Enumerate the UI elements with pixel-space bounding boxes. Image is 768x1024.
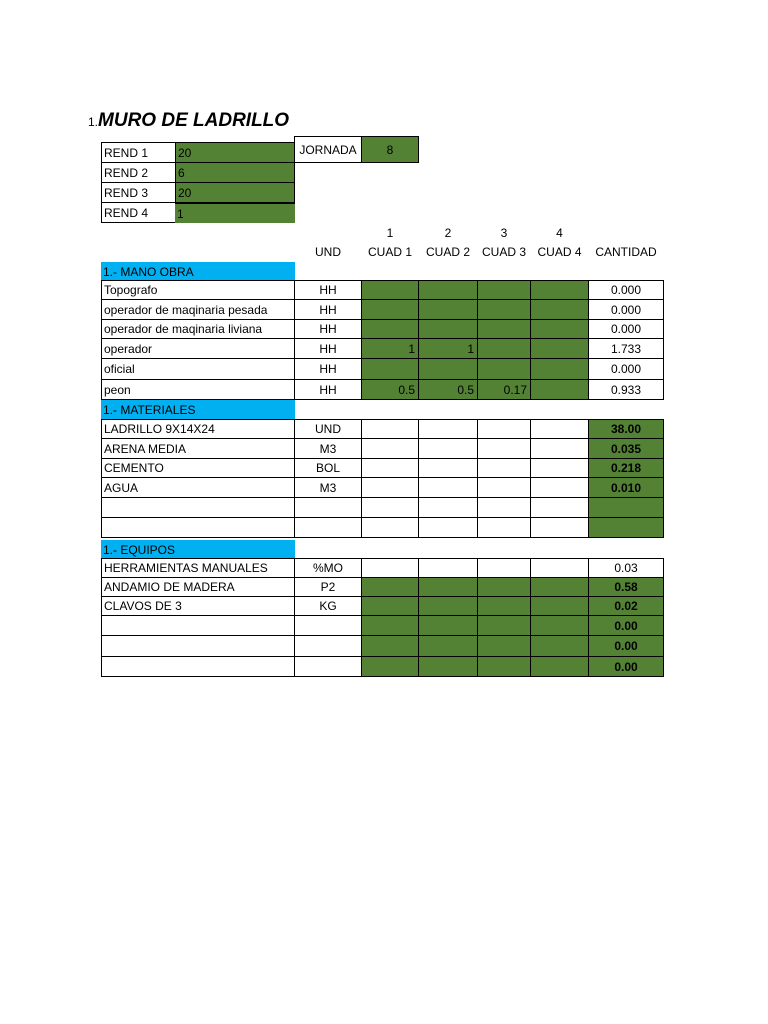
materiales-row-5-c1[interactable] [361,497,419,518]
materiales-row-1-cantidad[interactable]: 38.00 [588,419,664,439]
equipos-row-6-und[interactable] [294,656,362,677]
equipos-row-1-cantidad[interactable]: 0.03 [588,558,664,578]
mano-obra-row-3-c3[interactable] [477,319,531,339]
equipos-row-1-c3[interactable] [477,558,531,578]
col-number-3: 3 [500,226,508,240]
materiales-row-1-c2[interactable] [418,419,478,439]
mano-obra-row-5-cantidad[interactable]: 0.000 [588,358,664,380]
mano-obra-row-3-c4[interactable] [530,319,589,339]
equipos-row-6-c2[interactable] [418,656,478,677]
equipos-row-5-name[interactable] [101,635,295,657]
materiales-row-3-und[interactable]: BOL [294,458,362,478]
materiales-row-6-name[interactable] [101,517,295,538]
mano-obra-row-3-cantidad[interactable]: 0.000 [588,319,664,339]
mano-obra-row-2-c1[interactable] [361,299,419,320]
col-header-cuad-2: CUAD 2 [425,245,470,259]
mano-obra-row-6-und[interactable]: HH [294,379,362,400]
materiales-row-2-c3[interactable] [477,438,531,459]
materiales-row-4-cantidad[interactable]: 0.010 [588,477,664,498]
materiales-row-1-und[interactable]: UND [294,419,362,439]
section-materiales: 1.- MATERIALES [101,400,295,419]
equipos-row-4-c1[interactable] [361,615,419,636]
equipos-row-1-c1[interactable] [361,558,419,578]
materiales-row-5-c2[interactable] [418,497,478,518]
materiales-row-2-name[interactable]: ARENA MEDIA [101,438,295,459]
col-header-cantidad: CANTIDAD [595,245,657,259]
materiales-row-6-c3[interactable] [477,517,531,538]
jornada-label[interactable]: JORNADA [294,136,362,163]
materiales-row-2-und[interactable]: M3 [294,438,362,459]
mano-obra-row-6-name[interactable]: peon [101,379,295,400]
mano-obra-row-4-cantidad[interactable]: 1.733 [588,338,664,359]
materiales-row-5-c4[interactable] [530,497,589,518]
materiales-row-1-c4[interactable] [530,419,589,439]
title-number: 1. [88,115,99,129]
equipos-row-5-cantidad[interactable]: 0.00 [588,635,664,657]
equipos-row-3-name[interactable]: CLAVOS DE 3 [101,596,295,616]
mano-obra-row-4-c3[interactable] [477,338,531,359]
jornada-value[interactable]: 8 [361,136,419,163]
equipos-row-1-c4[interactable] [530,558,589,578]
materiales-row-4-c4[interactable] [530,477,589,498]
mano-obra-row-2-c4[interactable] [530,299,589,320]
mano-obra-row-2-name[interactable]: operador de maqinaria pesada [101,299,295,320]
equipos-row-2-cantidad[interactable]: 0.58 [588,577,664,597]
equipos-row-4-und[interactable] [294,615,362,636]
equipos-row-4-c4[interactable] [530,615,589,636]
equipos-row-6-cantidad[interactable]: 0.00 [588,656,664,677]
equipos-row-3-cantidad[interactable]: 0.02 [588,596,664,616]
mano-obra-row-1-name[interactable]: Topografo [101,280,295,300]
materiales-row-4-c1[interactable] [361,477,419,498]
mano-obra-row-4-c4[interactable] [530,338,589,359]
mano-obra-row-2-cantidad[interactable]: 0.000 [588,299,664,320]
section-equipos: 1.- EQUIPOS [101,540,295,559]
equipos-row-5-c2[interactable] [418,635,478,657]
mano-obra-row-1-c4[interactable] [530,280,589,300]
col-header-cuad-1: CUAD 1 [367,245,412,259]
mano-obra-row-6-c3[interactable]: 0.17 [477,379,531,400]
equipos-row-2-c3[interactable] [477,577,531,597]
equipos-row-2-c1[interactable] [361,577,419,597]
param-value-2[interactable]: 6 [175,162,295,183]
mano-obra-row-4-c2[interactable]: 1 [418,338,478,359]
materiales-row-3-name[interactable]: CEMENTO [101,458,295,478]
materiales-row-5-cantidad[interactable] [588,497,664,518]
equipos-row-4-c3[interactable] [477,615,531,636]
equipos-row-6-c4[interactable] [530,656,589,677]
materiales-row-2-c1[interactable] [361,438,419,459]
mano-obra-row-6-c1[interactable]: 0.5 [361,379,419,400]
materiales-row-1-name[interactable]: LADRILLO 9X14X24 [101,419,295,439]
mano-obra-row-3-c2[interactable] [418,319,478,339]
equipos-row-6-name[interactable] [101,656,295,677]
equipos-row-2-und[interactable]: P2 [294,577,362,597]
param-label-4[interactable]: REND 4 [101,202,176,223]
equipos-row-6-c1[interactable] [361,656,419,677]
materiales-row-1-c3[interactable] [477,419,531,439]
equipos-row-4-cantidad[interactable]: 0.00 [588,615,664,636]
materiales-row-5-c3[interactable] [477,497,531,518]
materiales-row-4-und[interactable]: M3 [294,477,362,498]
param-label-2[interactable]: REND 2 [101,162,176,183]
materiales-row-4-name[interactable]: AGUA [101,477,295,498]
param-value-1[interactable]: 20 [175,142,295,163]
equipos-row-3-c2[interactable] [418,596,478,616]
mano-obra-row-1-und[interactable]: HH [294,280,362,300]
materiales-row-5-und[interactable] [294,497,362,518]
mano-obra-row-3-und[interactable]: HH [294,319,362,339]
col-number-2: 2 [444,226,452,240]
materiales-row-3-c1[interactable] [361,458,419,478]
mano-obra-row-4-und[interactable]: HH [294,338,362,359]
materiales-row-6-und[interactable] [294,517,362,538]
materiales-row-3-c3[interactable] [477,458,531,478]
mano-obra-row-2-c2[interactable] [418,299,478,320]
mano-obra-row-6-c4[interactable] [530,379,589,400]
equipos-row-6-c3[interactable] [477,656,531,677]
equipos-row-5-c3[interactable] [477,635,531,657]
materiales-row-6-c4[interactable] [530,517,589,538]
col-number-1: 1 [386,226,394,240]
mano-obra-row-2-c3[interactable] [477,299,531,320]
mano-obra-row-5-c1[interactable] [361,358,419,380]
mano-obra-row-6-c2[interactable]: 0.5 [418,379,478,400]
mano-obra-row-5-c3[interactable] [477,358,531,380]
materiales-row-6-c2[interactable] [418,517,478,538]
materiales-row-6-c1[interactable] [361,517,419,538]
materiales-row-2-c2[interactable] [418,438,478,459]
mano-obra-row-2-und[interactable]: HH [294,299,362,320]
materiales-row-1-c1[interactable] [361,419,419,439]
mano-obra-row-4-c1[interactable]: 1 [361,338,419,359]
section-mano-obra: 1.- MANO OBRA [101,262,295,281]
equipos-row-5-c4[interactable] [530,635,589,657]
title-text: MURO DE LADRILLO [98,110,290,131]
param-value-3[interactable]: 20 [175,182,295,203]
equipos-row-3-c3[interactable] [477,596,531,616]
col-header-cuad-3: CUAD 3 [481,245,526,259]
col-header-cuad-4: CUAD 4 [537,245,582,259]
col-number-4: 4 [556,226,563,240]
mano-obra-row-1-c3[interactable] [477,280,531,300]
materiales-row-2-cantidad[interactable]: 0.035 [588,438,664,459]
materiales-row-4-c3[interactable] [477,477,531,498]
col-header-und: UND [315,245,341,259]
mano-obra-row-5-c4[interactable] [530,358,589,380]
equipos-row-3-c1[interactable] [361,596,419,616]
mano-obra-row-5-name[interactable]: oficial [101,358,295,380]
equipos-row-1-und[interactable]: %MO [294,558,362,578]
materiales-row-3-c4[interactable] [530,458,589,478]
mano-obra-row-6-cantidad[interactable]: 0.933 [588,379,664,400]
equipos-row-2-c2[interactable] [418,577,478,597]
mano-obra-row-3-name[interactable]: operador de maqinaria liviana [101,319,295,339]
equipos-row-1-name[interactable]: HERRAMIENTAS MANUALES [101,558,295,578]
materiales-row-6-cantidad[interactable] [588,517,664,538]
equipos-row-3-c4[interactable] [530,596,589,616]
mano-obra-row-1-cantidad[interactable]: 0.000 [588,280,664,300]
mano-obra-row-4-name[interactable]: operador [101,338,295,359]
param-label-3[interactable]: REND 3 [101,182,176,203]
equipos-row-2-name[interactable]: ANDAMIO DE MADERA [101,577,295,597]
equipos-row-3-und[interactable]: KG [294,596,362,616]
mano-obra-row-3-c1[interactable] [361,319,419,339]
materiales-row-5-name[interactable] [101,497,295,518]
mano-obra-row-5-und[interactable]: HH [294,358,362,380]
mano-obra-row-1-c2[interactable] [418,280,478,300]
materiales-row-3-c2[interactable] [418,458,478,478]
page-title [88,110,289,132]
materiales-row-3-cantidad[interactable]: 0.218 [588,458,664,478]
mano-obra-row-1-c1[interactable] [361,280,419,300]
param-label-1[interactable]: REND 1 [101,142,176,163]
materiales-row-4-c2[interactable] [418,477,478,498]
equipos-row-4-name[interactable] [101,615,295,636]
materiales-row-2-c4[interactable] [530,438,589,459]
mano-obra-row-5-c2[interactable] [418,358,478,380]
param-value-4[interactable]: 1 [175,203,295,223]
equipos-row-5-c1[interactable] [361,635,419,657]
equipos-row-5-und[interactable] [294,635,362,657]
equipos-row-4-c2[interactable] [418,615,478,636]
equipos-row-1-c2[interactable] [418,558,478,578]
equipos-row-2-c4[interactable] [530,577,589,597]
